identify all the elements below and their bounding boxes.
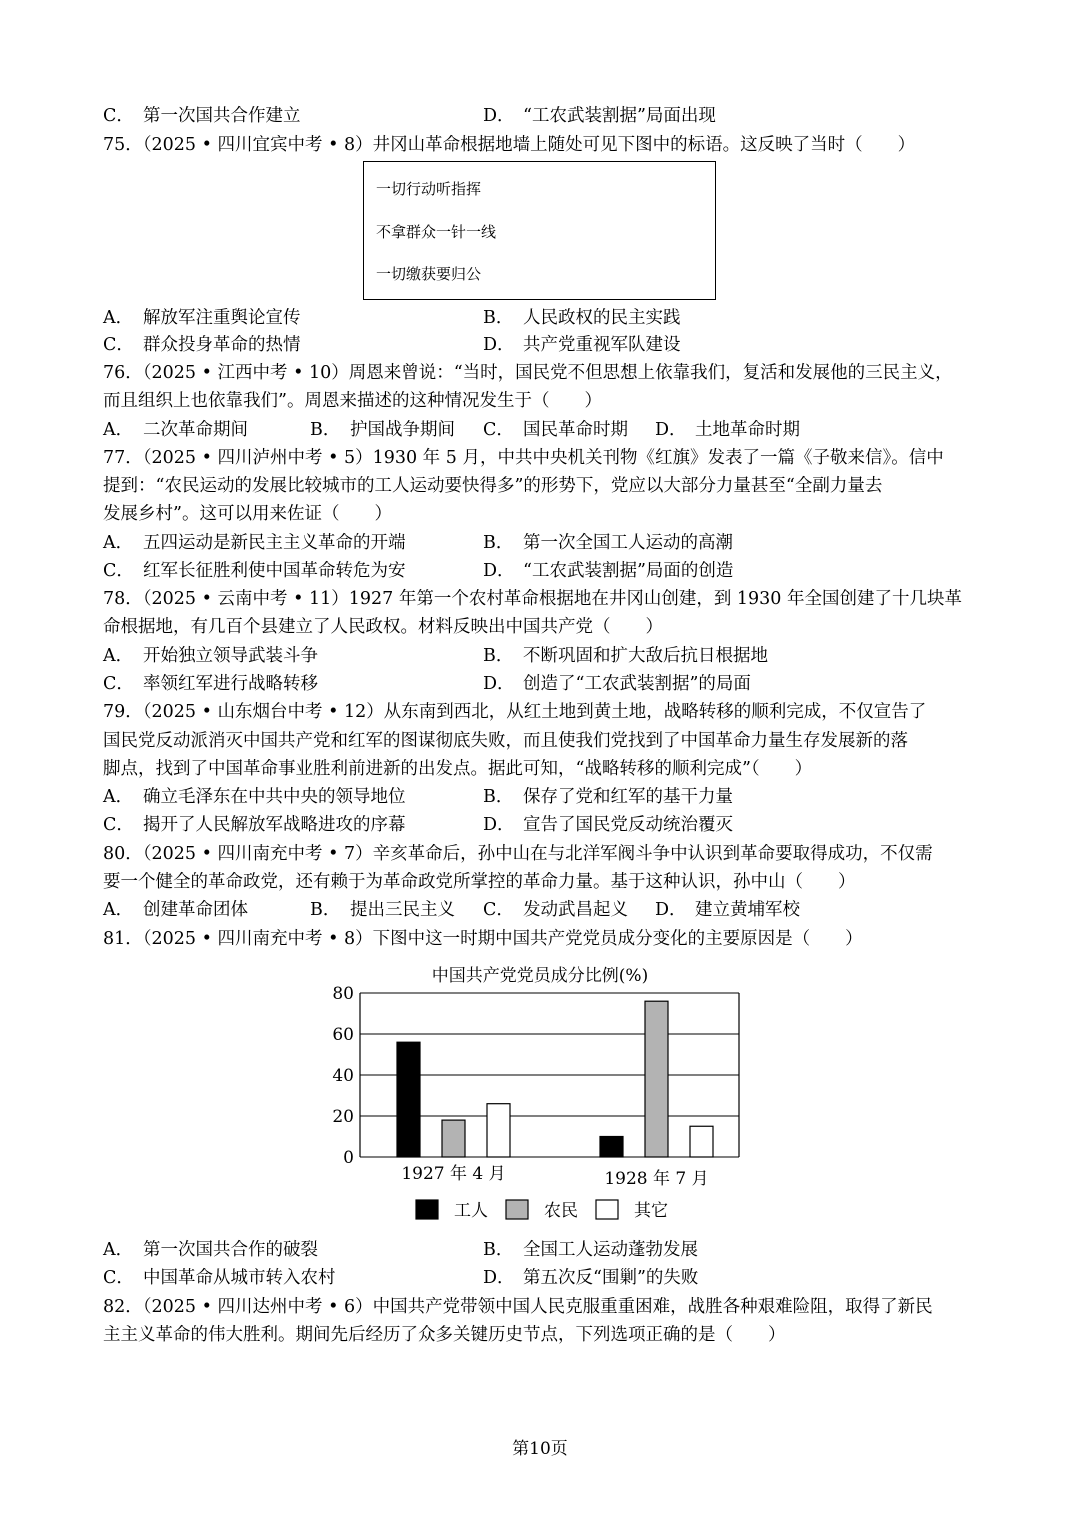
option-76-c: C． 国民革命时期 (483, 420, 628, 440)
y-axis-tick-labels (332, 984, 354, 1168)
option-77-d: D． “工农武装割据”局面的创造 (483, 561, 734, 581)
option-76-d: D． 土地革命时期 (655, 420, 800, 440)
question-82-stem-2: 主主义革命的伟大胜利。期间先后经历了众多关键历史节点，下列选项正确的是（ ） (103, 1325, 786, 1345)
question-79-stem-2: 国民党反动派消灭中国共产党和红军的图谋彻底失败，而且使我们党找到了中国革命力量生存发展新的落 (103, 731, 908, 751)
option-81-b: B． 全国工人运动蓬勃发展 (483, 1240, 698, 1260)
option-75-b: B． 人民政权的民主实践 (483, 308, 681, 328)
option-78-d: D． 创造了“工农武装割据”的局面 (483, 674, 751, 694)
option-79-b: B． 保存了党和红军的基干力量 (483, 787, 733, 807)
y-tick-label: 0 (343, 1148, 354, 1168)
x-axis-category-labels (401, 1163, 708, 1189)
chart-legend (416, 1200, 668, 1221)
option-79-c: C． 揭开了人民解放军战略进攻的序幕 (103, 815, 406, 835)
bar-其它 (690, 1126, 713, 1157)
question-77-stem-1: 77．（2025 • 四川泸州中考 • 5）1930 年 5 月，中共中央机关刊物《红旗》发表了一篇《子敬来信》。信中 (103, 448, 944, 468)
option-77-b: B． 第一次全国工人运动的高潮 (483, 533, 733, 553)
slogan-3: 一切缴获要归公 (376, 265, 482, 283)
option-80-c: C． 发动武昌起义 (483, 900, 628, 920)
question-77-stem-3: 发展乡村”。这可以用来佐证（ ） (103, 504, 392, 524)
y-tick-label: 60 (332, 1025, 354, 1045)
option-74-c: C． 第一次国共合作建立 (103, 106, 301, 126)
legend-label: 农民 (544, 1201, 578, 1221)
option-75-c: C． 群众投身革命的热情 (103, 335, 301, 355)
question-78-stem-2: 命根据地，有几百个县建立了人民政权。材料反映出中国共产党（ ） (103, 617, 663, 637)
option-79-a: A． 确立毛泽东在中共中央的领导地位 (103, 787, 406, 807)
option-76-b: B． 护国战争期间 (310, 420, 455, 440)
bar-工人 (397, 1042, 420, 1157)
y-tick-label: 20 (332, 1107, 354, 1127)
bar-农民 (645, 1001, 668, 1157)
question-76-stem-2: 而且组织上也依靠我们”。周恩来描述的这种情况发生于（ ） (103, 391, 602, 411)
bar-其它 (487, 1104, 510, 1157)
question-75-stem: 75．（2025 • 四川宜宾中考 • 8）井冈山革命根据地墙上随处可见下图中的标语。这反映了当时（ ） (103, 135, 916, 155)
option-76-a: A． 二次革命期间 (103, 420, 248, 440)
x-category-label: 1927 年 4 月 (401, 1164, 506, 1184)
option-81-a: A． 第一次国共合作的破裂 (103, 1240, 318, 1260)
question-78-stem-1: 78．（2025 • 云南中考 • 11）1927 年第一个农村革命根据地在井冈山创建，到 1930 年全国创建了十几块革 (103, 589, 962, 609)
question-77-stem-2: 提到：“农民运动的发展比较城市的工人运动要快得多”的形势下，党应以大部分力量甚至“全副力量去 (103, 476, 883, 496)
option-78-a: A． 开始独立领导武装斗争 (103, 646, 318, 666)
legend-swatch (506, 1200, 528, 1219)
legend-swatch (416, 1200, 438, 1219)
option-78-c: C． 率领红军进行战略转移 (103, 674, 318, 694)
y-tick-label: 80 (332, 984, 354, 1004)
question-76-stem-1: 76．（2025 • 江西中考 • 10）周恩来曾说：“当时，国民党不但思想上依靠我们，复活和发展他的三民主义， (103, 363, 953, 383)
party-membership-chart (320, 955, 760, 1230)
bar-农民 (442, 1120, 465, 1157)
option-77-a: A． 五四运动是新民主主义革命的开端 (103, 533, 406, 553)
question-80-stem-2: 要一个健全的革命政党，还有赖于为革命政党所掌控的革命力量。基于这种认识，孙中山（ ） (103, 872, 856, 892)
option-80-a: A． 创建革命团体 (103, 900, 248, 920)
y-tick-label: 40 (332, 1066, 354, 1086)
legend-label: 其它 (634, 1201, 668, 1221)
question-81-stem: 81．（2025 • 四川南充中考 • 8）下图中这一时期中国共产党党员成分变化的主要原因是（ ） (103, 929, 863, 949)
legend-swatch (596, 1200, 618, 1219)
option-77-c: C． 红军长征胜利使中国革命转危为安 (103, 561, 406, 581)
x-category-label: 1928 年 7 月 (604, 1169, 709, 1189)
option-80-b: B． 提出三民主义 (310, 900, 455, 920)
option-81-c: C． 中国革命从城市转入农村 (103, 1268, 336, 1288)
option-75-a: A． 解放军注重舆论宣传 (103, 308, 301, 328)
chart-title: 中国共产党党员成分比例(%) (431, 966, 649, 986)
option-74-d: D． “工农武装割据”局面出现 (483, 106, 716, 126)
question-82-stem-1: 82．（2025 • 四川达州中考 • 6）中国共产党带领中国人民克服重重困难，战胜各种艰难险阻，取得了新民 (103, 1297, 933, 1317)
question-80-stem-1: 80．（2025 • 四川南充中考 • 7）辛亥革命后，孙中山在与北洋军阀斗争中认识到革命要取得成功，不仅需 (103, 844, 933, 864)
slogan-box (363, 161, 716, 300)
option-80-d: D． 建立黄埔军校 (655, 900, 800, 920)
option-79-d: D． 宣告了国民党反动统治覆灭 (483, 815, 733, 835)
option-75-d: D． 共产党重视军队建设 (483, 335, 681, 355)
bar-工人 (600, 1137, 623, 1158)
chart-bars (397, 1001, 713, 1157)
slogan-1: 一切行动听指挥 (376, 180, 482, 198)
option-78-b: B． 不断巩固和扩大敌后抗日根据地 (483, 646, 768, 666)
question-79-stem-1: 79．（2025 • 山东烟台中考 • 12）从东南到西北，从红土地到黄土地，战略转移的顺利完成，不仅宣告了 (103, 702, 927, 722)
slogan-2: 不拿群众一针一线 (376, 223, 497, 241)
question-79-stem-3: 脚点，找到了中国革命事业胜利前进新的出发点。据此可知，“战略转移的顺利完成”（ ） (103, 759, 813, 779)
legend-label: 工人 (454, 1201, 488, 1221)
option-81-d: D． 第五次反“围剿”的失败 (483, 1268, 699, 1288)
page-number: 第10页 (512, 1439, 568, 1459)
